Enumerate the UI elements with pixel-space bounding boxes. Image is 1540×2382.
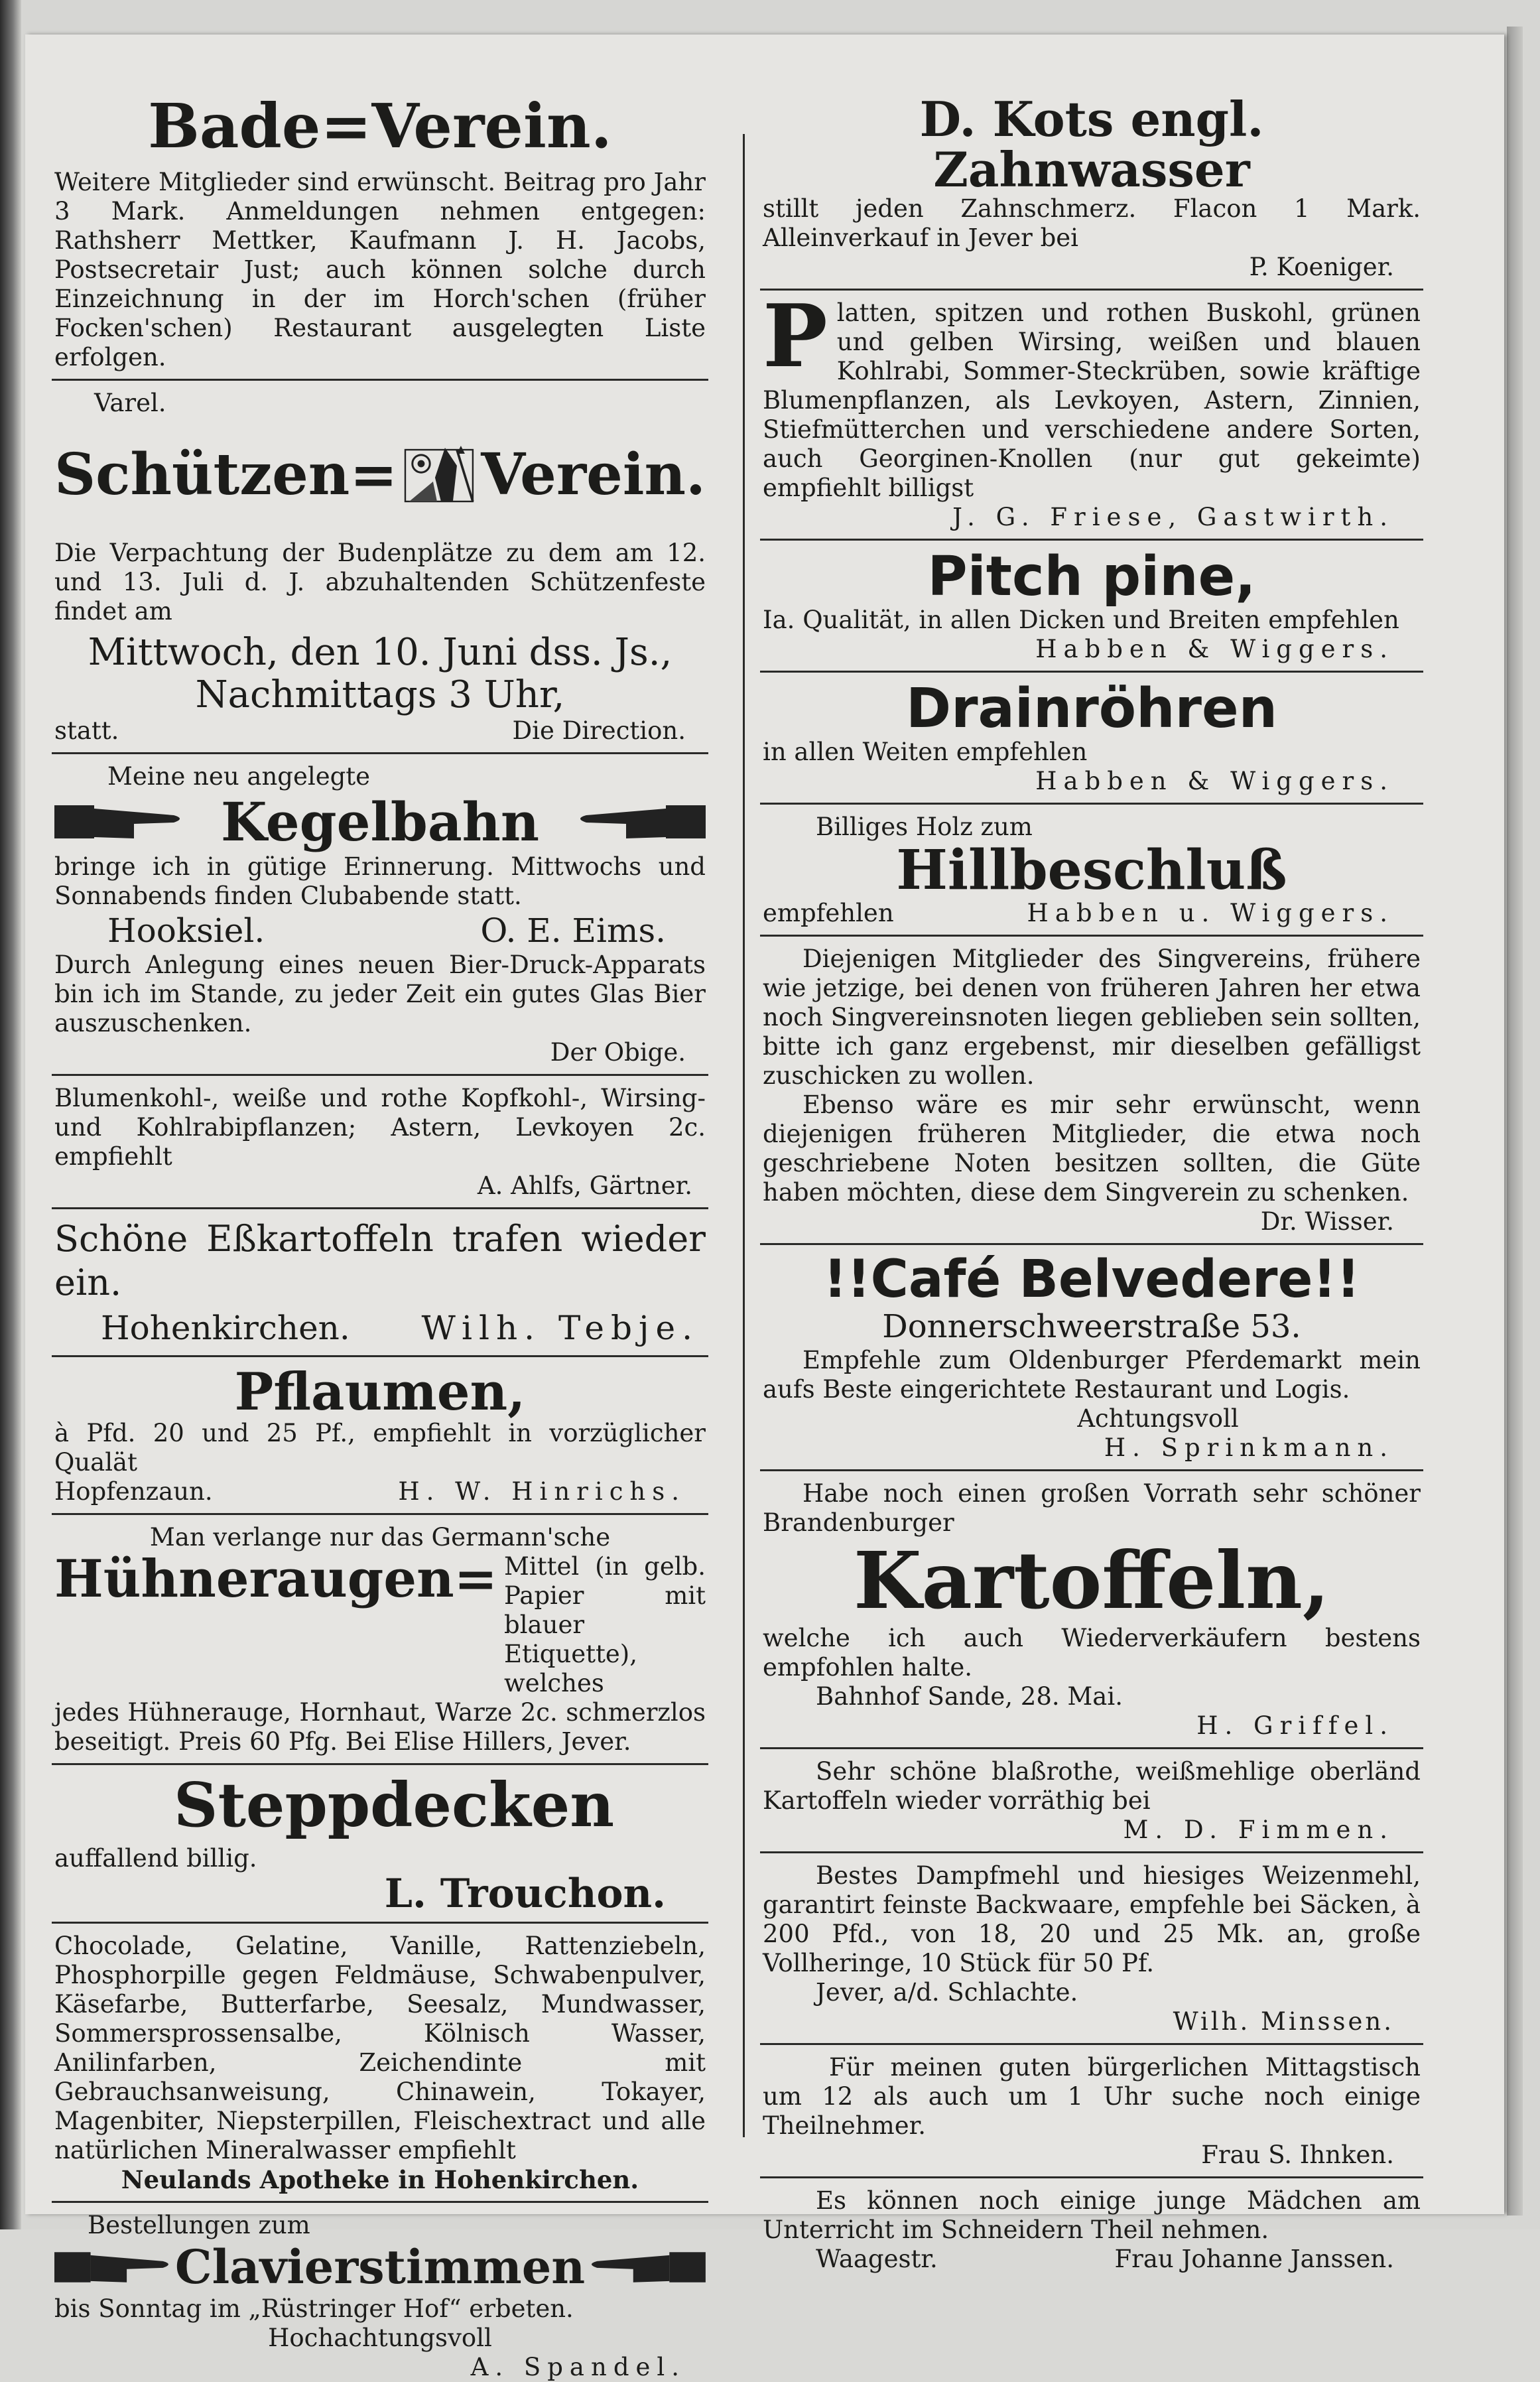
ad-name: Frau S. Ihnken. <box>1201 2141 1394 2170</box>
ad-name: Frau Johanne Janssen. <box>1114 2245 1394 2274</box>
divider <box>52 1074 708 1076</box>
ad-body: latten, spitzen und rothen Buskohl, grünen und gelben Wirsing, weißen und blauen Kohlrabi, Sommer-Steckrüben, sowie kräftige Blumenpflanzen, als Levkoyen, Astern, Zinnien, Stiefmütterchen und verschiedene andere Sorten, auch Georginen-Knollen (nur gut gekeimte) empfiehlt billigst <box>763 298 1421 503</box>
page-edge <box>1507 27 1523 2216</box>
divider <box>760 1851 1423 1853</box>
ad-kegelbahn <box>52 762 708 1067</box>
ad-name: H. Sprinkmann. <box>1104 1433 1394 1463</box>
ad-huehneraugen <box>52 1523 708 1756</box>
ad-title-right: Verein. <box>481 441 706 509</box>
pointing-hand-right-icon <box>54 2244 175 2290</box>
ad-apotheke <box>52 1932 708 2194</box>
divider <box>760 1469 1423 1471</box>
divider <box>760 539 1423 541</box>
ad-intro: Man verlange nur das Germann'sche <box>149 1523 611 1552</box>
ad-title: Hillbeschluß <box>896 838 1287 903</box>
ad-body: welche ich auch Wiederverkäufern bestens empfohlen halte. <box>763 1624 1421 1682</box>
ad-body: Blumenkohl-, weiße und rothe Kopfkohl-, Wirsing- und Kohlrabipflanzen; Astern, Levkoyen 2c. empfiehlt <box>54 1083 706 1171</box>
ad-place: Hopfenzaun. <box>54 1477 213 1506</box>
ad-singverein <box>760 945 1423 1236</box>
ad-pflanzen <box>760 285 1423 532</box>
divider <box>52 379 708 381</box>
ad-body: Es können noch einige junge Mädchen am Unterricht im Schneidern Theil nehmen. <box>763 2186 1421 2245</box>
ad-mittagstisch <box>760 2053 1423 2170</box>
ad-side-text: Mittel (in gelb. Papier mit blauer Etiquette), welches <box>504 1552 706 1698</box>
ad-title: Steppdecken <box>174 1769 615 1841</box>
ad-name: Dr. Wisser. <box>1260 1207 1394 1236</box>
right-column <box>760 91 1423 2274</box>
ad-intro: Meine neu angelegte <box>107 761 371 791</box>
ad-body: stillt jeden Zahnschmerz. Flacon 1 Mark. Alleinverkauf in Jever bei <box>763 194 1421 253</box>
ad-place: Hohenkirchen. <box>101 1308 350 1347</box>
ad-clavierstimmen <box>52 2211 708 2382</box>
ad-date-line: Mittwoch, den 10. Juni dss. Js., <box>88 630 673 674</box>
ad-esskartoffeln <box>52 1217 708 1349</box>
divider <box>760 2176 1423 2178</box>
ad-body: bis Sonntag im „Rüstringer Hof“ erbeten. <box>54 2294 574 2323</box>
ad-intro: Habe noch einen großen Vorrath sehr schöner Brandenburger <box>763 1479 1421 1538</box>
ad-body: in allen Weiten empfehlen <box>763 738 1088 767</box>
ad-name: J. G. Friese, Gastwirth. <box>952 503 1394 532</box>
ad-body: Für meinen guten bürgerlichen Mittagstisch um 12 als auch um 1 Uhr suche noch einige Theilnehmer. <box>763 2053 1421 2141</box>
ad-name: A. Spandel. <box>470 2352 686 2381</box>
ad-hillbeschluss <box>760 813 1423 928</box>
ad-body: jedes Hühnerauge, Hornhaut, Warze 2c. schmerzlos beseitigt. Preis 60 Pfg. Bei Elise Hillers, Jever. <box>54 1698 706 1756</box>
column-divider <box>743 134 745 2137</box>
ad-kartoffeln <box>760 1479 1423 1741</box>
newspaper-page <box>25 34 1504 2381</box>
ad-body: auffallend billig. <box>54 1844 257 1873</box>
ad-name: Habben & Wiggers. <box>1035 635 1394 664</box>
ad-name: L. Trouchon. <box>384 1871 666 1918</box>
ad-name: O. E. Eims. <box>480 911 666 950</box>
ad-address: Donnerschweerstraße 53. <box>882 1308 1301 1346</box>
ad-body: empfehlen <box>763 899 894 928</box>
ad-title: Schöne Eßkartoffeln trafen wieder ein. <box>54 1217 706 1303</box>
divider <box>52 1355 708 1357</box>
ad-name: Habben u. Wiggers. <box>1027 899 1394 928</box>
ad-title: Clavierstimmen <box>174 2239 586 2295</box>
shooting-club-emblem-icon <box>397 419 481 532</box>
ad-name: H. Griffel. <box>1196 1711 1394 1741</box>
ad-title: Pflaumen, <box>234 1361 526 1422</box>
divider <box>760 803 1423 805</box>
ad-body: Bestes Dampfmehl und hiesiges Weizenmehl, garantirt feinste Backwaare, empfehle bei Säcken, à 200 Pfd., von 18, 20 und 25 Mk. an, große Vollheringe, 10 Stück für 50 Pf. <box>763 1861 1421 1978</box>
ad-title: !!Café Belvedere!! <box>823 1250 1360 1310</box>
ad-name: H. W. Hinrichs. <box>398 1477 686 1506</box>
ad-body-2: Ebenso wäre es mir sehr erwünscht, wenn diejenigen früheren Mitglieder, die etwa noch geschriebene Noten besitzen sollten, die Güte haben möchten, diese dem Singverein zu schenken. <box>763 1091 1421 1207</box>
ad-time-line: Nachmittags 3 Uhr, <box>195 673 565 716</box>
ad-place: Hooksiel. <box>107 911 265 950</box>
ad-title: Drainröhren <box>906 677 1277 741</box>
ad-signature: Der Obige. <box>550 1037 686 1067</box>
ad-steppdecken <box>52 1769 708 1918</box>
ad-body: Weitere Mitglieder sind erwünscht. Beitrag pro Jahr 3 Mark. Anmeldungen nehmen entgegen: Rathsherr Mettker, Kaufmann J. H. Jacobs, Postsecretair Just; auch können solche durch Einzeichnung in der im Horch'schen (früher Focken'schen) Restaurant ausgelegten Liste erfolgen. <box>54 167 706 371</box>
ad-place: Varel. <box>94 388 166 417</box>
divider <box>52 1922 708 1924</box>
divider <box>760 2043 1423 2045</box>
ad-name: Habben & Wiggers. <box>1035 767 1394 796</box>
divider <box>760 289 1423 291</box>
ad-intro: Billiges Holz zum <box>816 813 1033 842</box>
ad-body: à Pfd. 20 und 25 Pf., empfiehlt in vorzüglicher Qualät <box>54 1419 706 1477</box>
ad-body: Empfehle zum Oldenburger Pferdemarkt mein aufs Beste eingerichtete Restaurant und Logis. <box>763 1346 1421 1404</box>
ad-schuetzen-verein <box>52 389 708 746</box>
ad-title: Hühneraugen= <box>54 1549 498 1610</box>
ad-signature: Neulands Apotheke in Hohenkirchen. <box>121 2165 639 2195</box>
ad-name: M. D. Fimmen. <box>1123 1816 1394 1845</box>
ad-body: Chocolade, Gelatine, Vanille, Rattenziebeln, Phosphorpille gegen Feldmäuse, Schwabenpulver, Käsefarbe, Butterfarbe, Seesalz, Mundwasser, Sommersprossensalbe, Kölnisch Wasser, Anilinfarben, Zeichendinte mit Gebrauchsanweisung, Chinawein, Tokayer, Magenbiter, Niepsterpillen, Fleischextract und alle natürlichen Mineralwasser empfiehlt <box>54 1932 706 2165</box>
ad-dampfmehl <box>760 1861 1423 2036</box>
ad-body: Die Verpachtung der Budenplätze zu dem am 12. und 13. Juli d. J. abzuhaltenden Schützenfeste findet am <box>54 538 706 626</box>
ad-title: Pitch pine, <box>927 545 1256 609</box>
ad-pitch-pine <box>760 545 1423 664</box>
book-binding <box>0 0 21 2229</box>
divider <box>760 1747 1423 1749</box>
ad-name: Wilh. Minssen. <box>1173 2007 1394 2036</box>
divider <box>52 1513 708 1515</box>
divider <box>52 1763 708 1765</box>
ad-place: Jever, a/d. Schlachte. <box>816 1978 1078 2007</box>
ad-body-1: Diejenigen Mitglieder des Singvereins, frühere wie jetzige, bei denen von früheren Jahren her etwa noch Singvereinsnoten liegen geblieben sein sollten, bitte ich ganz ergebenst, mir dieselben gefälligst zuschicken zu wollen. <box>763 945 1421 1091</box>
divider <box>760 1243 1423 1245</box>
divider <box>52 1207 708 1209</box>
divider <box>760 671 1423 673</box>
divider <box>760 935 1423 937</box>
ad-title-left: Schützen= <box>54 441 398 509</box>
ad-cafe-belvedere <box>760 1250 1423 1463</box>
ad-blumenkohl <box>52 1084 708 1201</box>
ad-title: Kegelbahn <box>221 790 539 853</box>
ad-name: Wilh. Tebje. <box>421 1308 699 1347</box>
left-column <box>52 90 708 2382</box>
ad-schneidern <box>760 2186 1423 2274</box>
ad-place: Bahnhof Sande, 28. Mai. <box>816 1682 1123 1711</box>
divider <box>52 752 708 754</box>
ad-signature: A. Ahlfs, Gärtner. <box>477 1171 692 1200</box>
divider <box>52 2201 708 2203</box>
ad-drainroehren <box>760 677 1423 796</box>
ad-title: D. Kots engl. Zahnwasser <box>919 91 1264 198</box>
pointing-hand-left-icon <box>573 799 706 845</box>
pointing-hand-left-icon <box>585 2244 706 2290</box>
ad-body: Ia. Qualität, in allen Dicken und Breiten empfehlen <box>763 606 1399 635</box>
drop-cap: P <box>763 285 828 387</box>
ad-greeting: Hochachtungsvoll <box>268 2323 492 2352</box>
ad-statt: statt. <box>54 716 119 745</box>
ad-intro: Bestellungen zum <box>88 2211 310 2240</box>
ad-pflaumen <box>52 1361 708 1507</box>
ad-name: P. Koeniger. <box>1249 253 1394 282</box>
ad-blassrothe-kartoffeln <box>760 1757 1423 1845</box>
ad-zahnwasser <box>760 91 1423 282</box>
ad-place: Waagestr. <box>816 2245 938 2274</box>
ad-signature: Die Direction. <box>512 716 686 745</box>
ad-title: Kartoffeln, <box>853 1534 1330 1627</box>
ad-body-2: Durch Anlegung eines neuen Bier-Druck-Apparats bin ich im Stande, zu jeder Zeit ein gutes Glas Bier auszuschenken. <box>54 950 706 1037</box>
ad-bade-verein <box>52 90 708 372</box>
ad-greeting: Achtungsvoll <box>1077 1404 1239 1433</box>
ad-body: bringe ich in gütige Erinnerung. Mittwochs und Sonnabends finden Clubabende statt. <box>54 852 706 910</box>
pointing-hand-right-icon <box>54 799 187 845</box>
ad-body: Sehr schöne blaßrothe, weißmehlige oberländ Kartoffeln wieder vorräthig bei <box>763 1757 1421 1816</box>
ad-title: Bade=Verein. <box>148 90 612 162</box>
